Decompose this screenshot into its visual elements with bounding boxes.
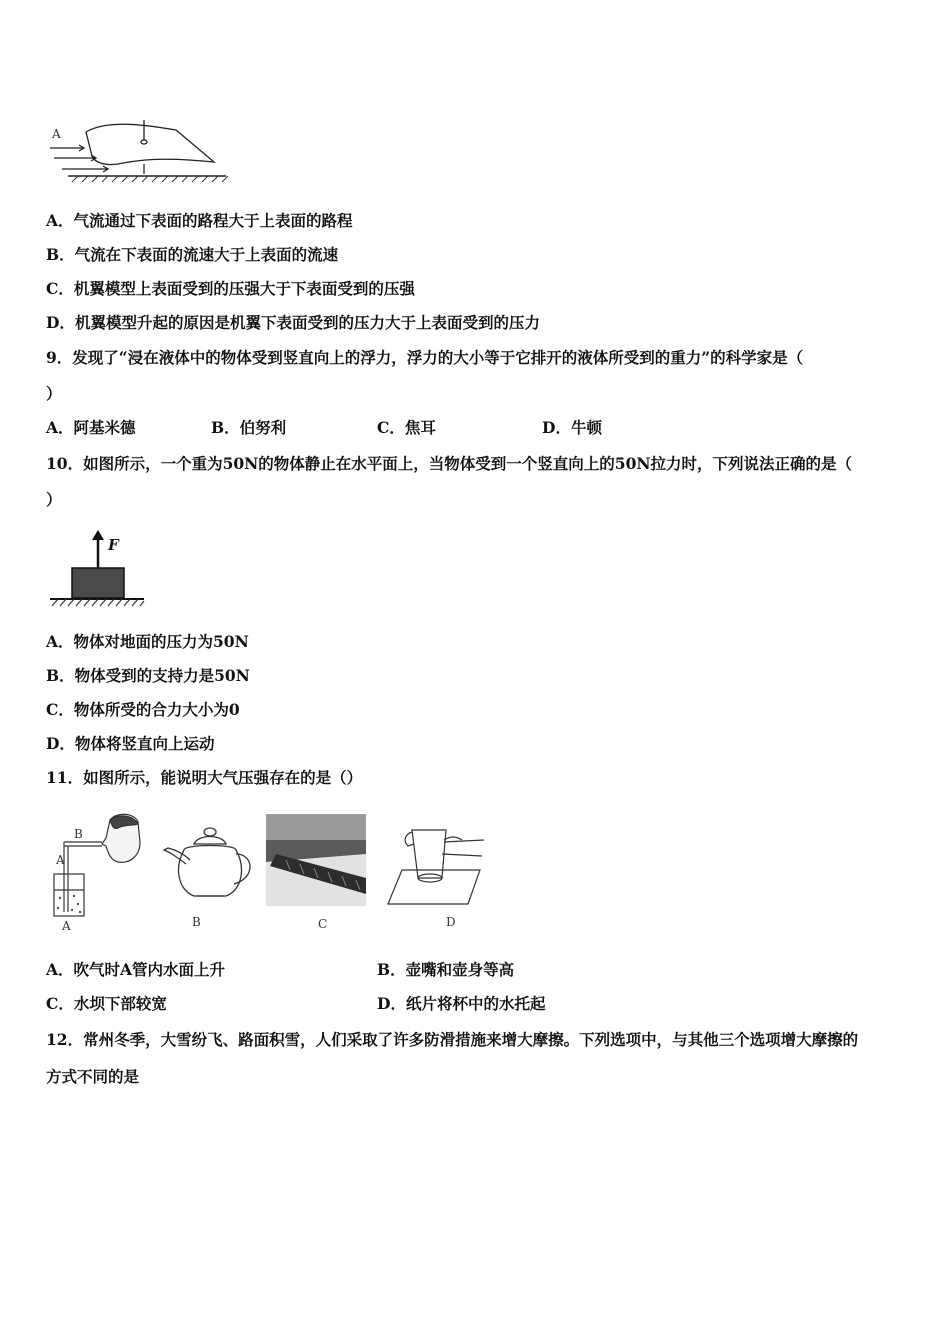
q11-figure-d xyxy=(384,818,494,934)
q10-option-d: D．物体将竖直向上运动 xyxy=(46,734,215,753)
q8-option-b: B．气流在下表面的流速大于上表面的流速 xyxy=(46,245,339,264)
q10-stem: 10．如图所示，一个重为50N的物体静止在水平面上，当物体受到一个竖直向上的50N拉力时，下列说法正确的是（ xyxy=(46,454,853,473)
q11-label-c: C xyxy=(318,917,328,931)
q10-stem-end: ） xyxy=(46,490,62,509)
q11-label-b: B xyxy=(192,915,201,929)
q11-straw-label-b: B xyxy=(74,827,83,841)
q11-option-d: D．纸片将杯中的水托起 xyxy=(377,994,546,1013)
airfoil-label-a: A xyxy=(52,127,61,141)
q8-option-a: A．气流通过下表面的路程大于上表面的路程 xyxy=(46,211,353,230)
block-force-figure xyxy=(48,528,148,608)
q11-option-a: A．吹气时A管内水面上升 xyxy=(46,960,226,979)
q11-figure-c xyxy=(266,814,368,936)
q8-option-d: D．机翼模型升起的原因是机翼下表面受到的压力大于上表面受到的压力 xyxy=(46,313,540,332)
q9-option-b: B．伯努利 xyxy=(211,418,287,437)
q9-stem-end: ） xyxy=(46,384,62,403)
q10-option-a: A．物体对地面的压力为50N xyxy=(46,632,249,651)
q11-figure-a xyxy=(46,812,146,934)
airfoil-figure xyxy=(46,118,236,186)
q8-option-c: C．机翼模型上表面受到的压强大于下表面受到的压强 xyxy=(46,279,415,298)
q10-option-b: B．物体受到的支持力是50N xyxy=(46,666,250,685)
q11-option-b: B．壶嘴和壶身等高 xyxy=(377,960,515,979)
q11-label-d: D xyxy=(446,915,456,929)
q9-option-c: C．焦耳 xyxy=(377,418,436,437)
q11-figure-b xyxy=(162,822,256,934)
q9-stem: 9．发现了“浸在液体中的物体受到竖直向上的浮力，浮力的大小等于它排开的液体所受到的重力”的科学家是（ xyxy=(46,348,804,367)
q9-option-d: D．牛顿 xyxy=(542,418,602,437)
block xyxy=(72,568,124,598)
q9-option-a: A．阿基米德 xyxy=(46,418,136,437)
q11-label-a: A xyxy=(62,919,71,933)
q11-option-c: C．水坝下部较宽 xyxy=(46,994,167,1013)
q11-straw-label-a: A xyxy=(56,853,65,867)
q11-stem: 11．如图所示，能说明大气压强存在的是（） xyxy=(46,768,363,787)
force-label: F xyxy=(108,536,119,554)
q12-stem: 12．常州冬季，大雪纷飞、路面积雪，人们采取了许多防滑措施来增大摩擦。下列选项中，与其他三个选项增大摩擦的 xyxy=(46,1030,859,1049)
q10-option-c: C．物体所受的合力大小为0 xyxy=(46,700,240,719)
q12-stem-cont: 方式不同的是 xyxy=(46,1067,140,1086)
